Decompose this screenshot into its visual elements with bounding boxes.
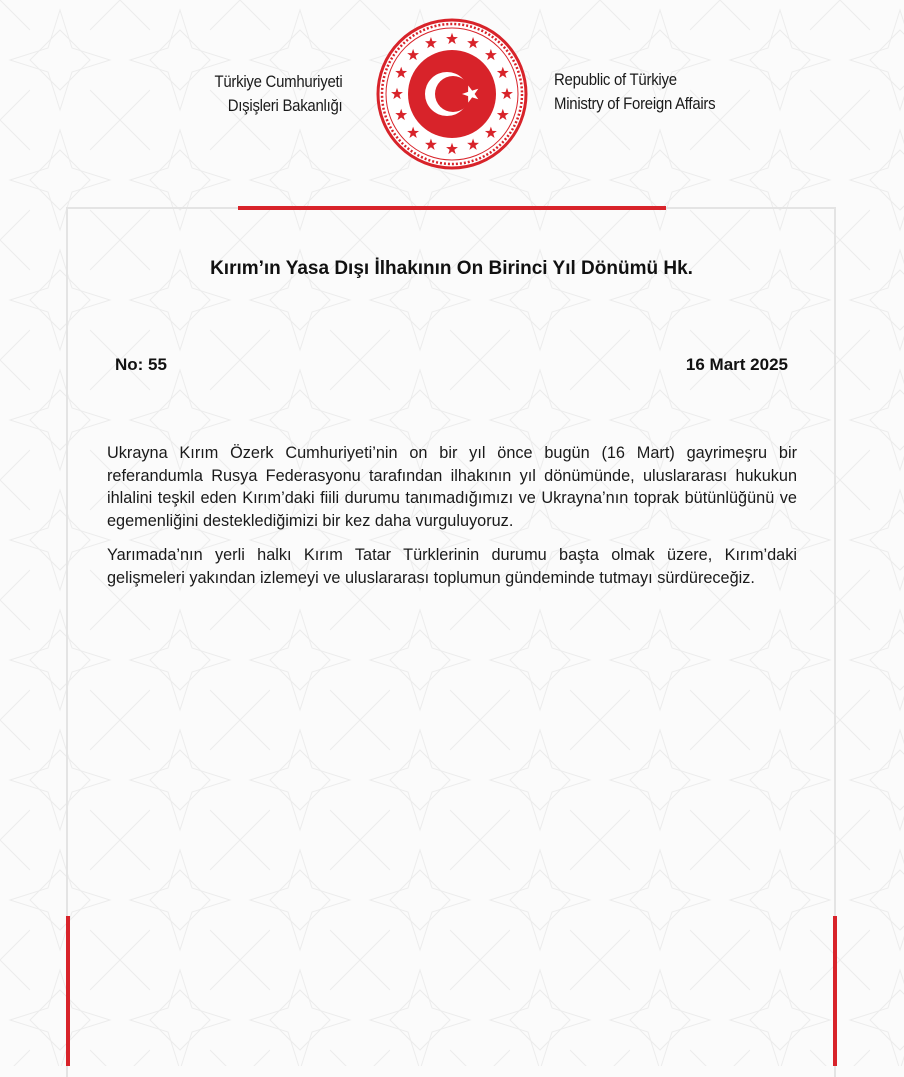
- document-body: [107, 442, 797, 601]
- ministry-tr-line-1: Türkiye Cumhuriyeti: [214, 72, 342, 91]
- ministry-name-turkish: [214, 70, 342, 118]
- ministry-emblem-icon: [372, 16, 532, 172]
- left-accent-bar: [66, 916, 70, 1066]
- body-paragraph-1: Ukrayna Kırım Özerk Cumhuriyeti’nin on bir yıl önce bugün (16 Mart) gayrimeşru bir referandumla Rusya Federasyonu tarafından ilhakının yıl dönümünde, uluslararası hukukun ihlalini teşkil eden Kırım’daki fiili durumu tanımadığımızı ve Ukrayna’nın toprak bütünlüğünü ve egemenliğini desteklediğimizi bir kez daha vurguluyoruz.: [107, 444, 797, 530]
- ministry-en-line-2: Ministry of Foreign Affairs: [554, 94, 716, 113]
- document-number: No: 55: [115, 355, 167, 374]
- ministry-name-english: [554, 68, 715, 116]
- document-frame: [66, 207, 836, 1077]
- letterhead: [0, 0, 904, 200]
- ministry-en-line-1: Republic of Türkiye: [554, 70, 677, 89]
- document-title: Kırım’ın Yasa Dışı İlhakının On Birinci Yıl Dönümü Hk.: [210, 258, 693, 279]
- top-accent-bar: [238, 206, 666, 210]
- body-paragraph-2: Yarımada’nın yerli halkı Kırım Tatar Türklerinin durumu başta olmak üzere, Kırım’daki gelişmeleri yakından izlemeyi ve uluslararası toplumun gündeminde tutmayı sürdüreceğiz.: [107, 546, 797, 587]
- ministry-tr-line-2: Dışişleri Bakanlığı: [227, 96, 342, 115]
- document-date: 16 Mart 2025: [685, 355, 788, 374]
- right-accent-bar: [833, 916, 837, 1066]
